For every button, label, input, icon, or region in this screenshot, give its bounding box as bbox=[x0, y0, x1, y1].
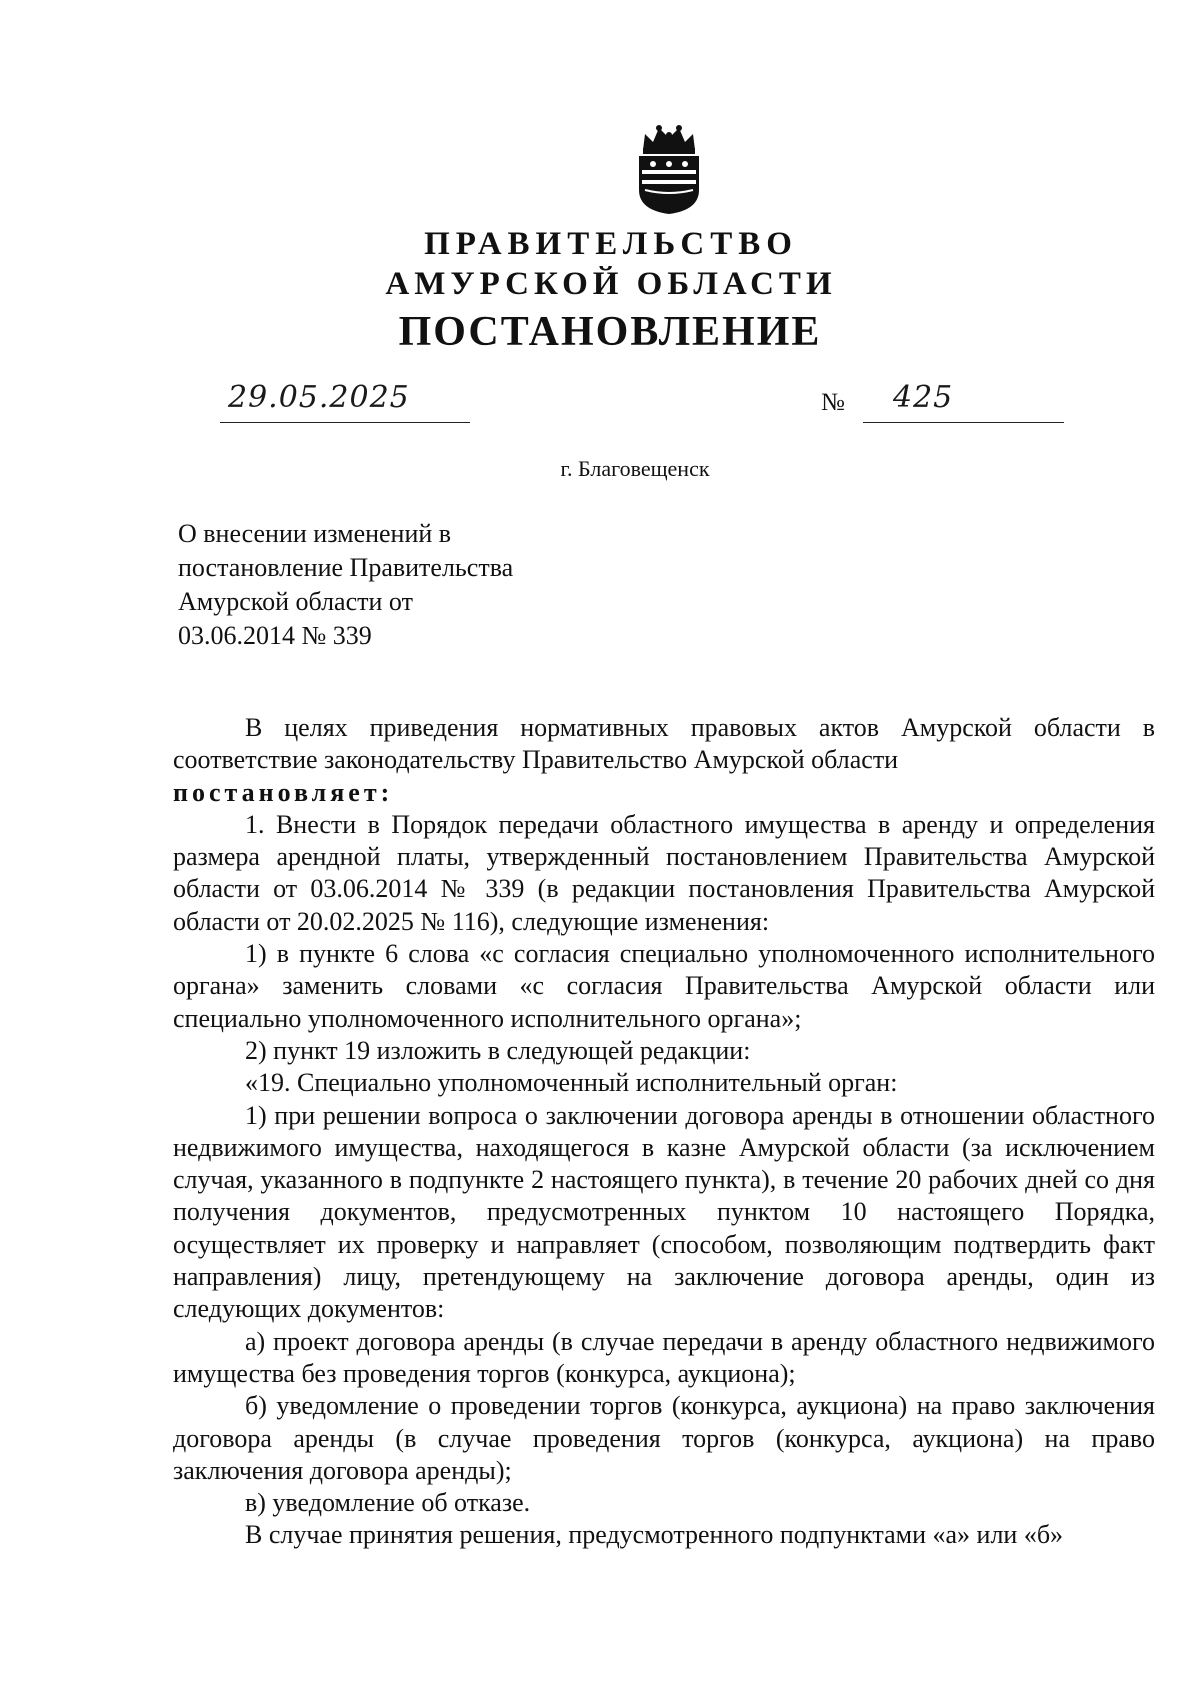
document-body bbox=[173, 712, 1155, 1552]
paragraph-option-v: в) уведомление об отказе. bbox=[245, 1488, 531, 1518]
number-sign: № bbox=[821, 389, 845, 416]
subject-line: постановление Правительства bbox=[178, 553, 514, 582]
handwritten-date: 29.05.2025 bbox=[228, 380, 410, 415]
paragraph-option-b: б) уведомление о проведении торгов (конкурса, аукциона) на право заключения договора аренды (в случае проведения торгов (конкурса, аукциона) на право заключения договора аренды); bbox=[173, 1391, 1155, 1485]
coat-of-arms-icon bbox=[633, 120, 705, 216]
organization-name-line1: ПРАВИТЕЛЬСТВО bbox=[424, 226, 798, 262]
paragraph-preamble: В целях приведения нормативных правовых актов Амурской области в соответствие законодательству Правительство Амурской области bbox=[173, 713, 1155, 775]
subject-line: Амурской области от bbox=[178, 587, 413, 616]
handwritten-number: 425 bbox=[893, 380, 954, 415]
paragraph-continuation: В случае принятия решения, предусмотренного подпунктами «а» или «б» bbox=[245, 1520, 1064, 1550]
city-name: г. Благовещенск bbox=[560, 456, 710, 481]
paragraph-item-1: 1. Внести в Порядок передачи областного имущества в аренду и определения размера арендной платы, утвержденный постановлением Правительства Амурской области от 03.06.2014 № 339 (в редакции постановления Правительства Амурской области от 20.02.2025 № 116), следующие изменения: bbox=[173, 809, 1155, 936]
subject-line: О внесении изменений в bbox=[178, 519, 452, 548]
paragraph-subitem-1: 1) в пункте 6 слова «с согласия специально уполномоченного исполнительного органа» заменить словами «с согласия Правительства Амурской области или специально уполномоченного исполнительного органа»; bbox=[173, 939, 1155, 1033]
number-field bbox=[863, 378, 1064, 423]
date-field bbox=[220, 378, 470, 423]
paragraph-subitem-2: 2) пункт 19 изложить в следующей редакции: bbox=[245, 1035, 751, 1065]
paragraph-clause-19: «19. Специально уполномоченный исполнительный орган: bbox=[245, 1068, 898, 1098]
document-type: ПОСТАНОВЛЕНИЕ bbox=[398, 309, 822, 355]
paragraph-option-a: а) проект договора аренды (в случае передачи в аренду областного недвижимого имущества без проведения торгов (конкурса, аукциона); bbox=[173, 1326, 1155, 1388]
subject-line: 03.06.2014 № 339 bbox=[178, 621, 372, 650]
organization-name-line2: АМУРСКОЙ ОБЛАСТИ bbox=[385, 266, 837, 302]
paragraph-decree-word: постановляет: bbox=[173, 777, 394, 807]
document-subject bbox=[178, 517, 618, 653]
paragraph-clause-19-item-1: 1) при решении вопроса о заключении договора аренды в отношении областного недвижимого имущества, находящегося в казне Амурской области (за исключением случая, указанного в подпункте 2 настоящего пункта), в течение 20 рабочих дней со дня получения документов, предусмотренных пунктом 10 настоящего Порядка, осуществляет их проверку и направляет (способом, позволяющим подтвердить факт направления) лицу, претендующему на заключение договора аренды, один из следующих документов: bbox=[173, 1100, 1155, 1324]
